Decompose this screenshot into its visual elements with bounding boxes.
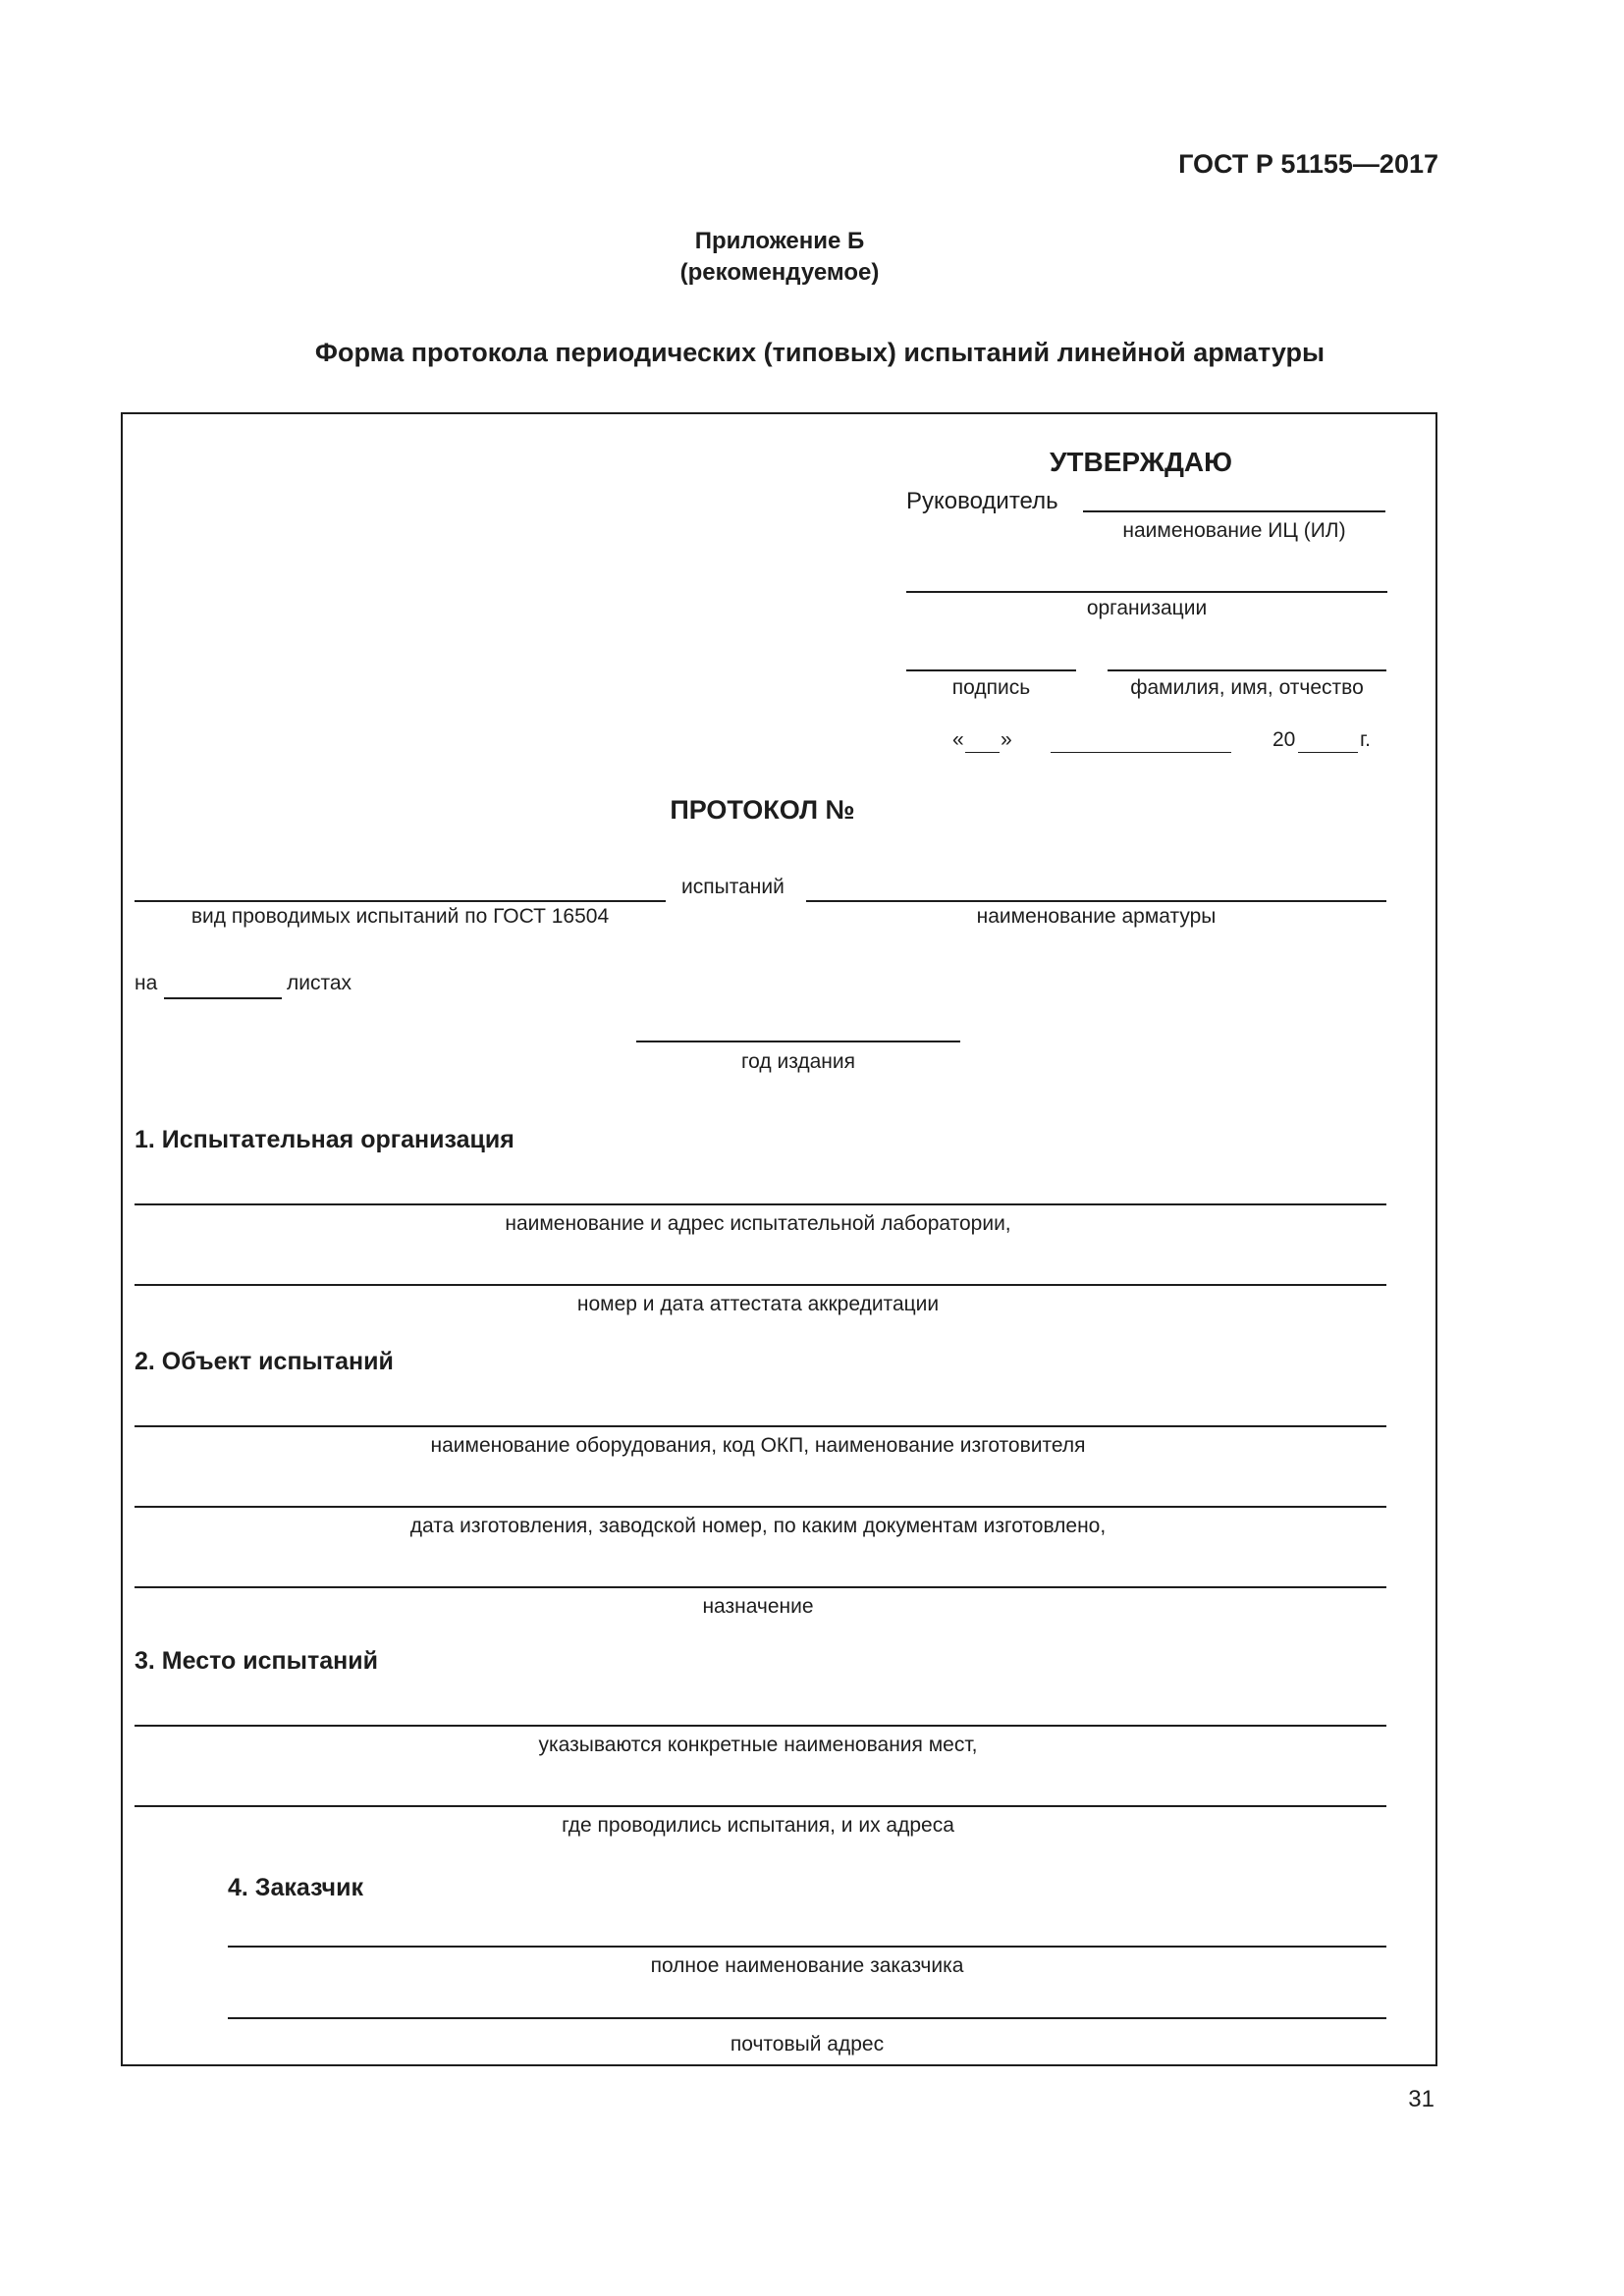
section-1-line-2[interactable]	[135, 1284, 1386, 1286]
test-type-caption: вид проводимых испытаний по ГОСТ 16504	[190, 905, 610, 928]
year-prefix: 20	[1272, 728, 1296, 751]
section-caption: номер и дата аттестата аккредитации	[576, 1293, 940, 1315]
sheets-prefix: на	[135, 972, 158, 994]
section-2-line-3[interactable]	[135, 1586, 1386, 1588]
sheets-suffix: листах	[287, 972, 352, 994]
test-type-line[interactable]	[135, 900, 666, 902]
standard-number: ГОСТ Р 51155—2017	[1178, 149, 1438, 179]
section-caption: дата изготовления, заводской номер, по каким документам изготовлено,	[409, 1515, 1107, 1537]
section-caption: где проводились испытания, и их адреса	[562, 1814, 954, 1837]
section-3-line-1[interactable]	[135, 1725, 1386, 1727]
year-line[interactable]	[1298, 752, 1358, 753]
appendix-label: Приложение Б	[694, 228, 865, 254]
year-of-issue-line[interactable]	[636, 1041, 960, 1042]
section-caption: наименование оборудования, код ОКП, наименование изготовителя	[430, 1434, 1086, 1457]
appendix-type: (рекомендуемое)	[679, 259, 880, 286]
section-4-line-1[interactable]	[228, 1946, 1386, 1948]
tests-word: испытаний	[681, 876, 785, 898]
section-caption: указываются конкретные наименования мест,	[538, 1734, 978, 1756]
section-caption: полное наименование заказчика	[650, 1954, 964, 1977]
section-title: 1. Испытательная организация	[135, 1126, 514, 1153]
head-name-line[interactable]	[1083, 510, 1385, 512]
section-1-line-1[interactable]	[135, 1203, 1386, 1205]
date-quote-close: »	[1001, 728, 1012, 751]
section-4-line-2[interactable]	[228, 2017, 1386, 2019]
year-suffix: г.	[1360, 728, 1371, 751]
fitting-name-line[interactable]	[806, 900, 1386, 902]
fitting-name-caption: наименование арматуры	[976, 905, 1217, 928]
full-name-caption: фамилия, имя, отчество	[1130, 676, 1364, 699]
protocol-title: ПРОТОКОЛ №	[670, 795, 855, 825]
date-quote-open: «	[952, 728, 964, 751]
page-number: 31	[1408, 2086, 1435, 2112]
section-title: 2. Объект испытаний	[135, 1348, 394, 1375]
signature-caption: подпись	[951, 676, 1031, 699]
section-caption: почтовый адрес	[730, 2033, 885, 2056]
head-label: Руководитель	[906, 488, 1058, 514]
section-title: 4. Заказчик	[228, 1874, 363, 1901]
year-of-issue-caption: год издания	[740, 1050, 856, 1073]
section-2-line-1[interactable]	[135, 1425, 1386, 1427]
section-3-line-2[interactable]	[135, 1805, 1386, 1807]
month-line[interactable]	[1051, 752, 1231, 753]
signature-line[interactable]	[906, 669, 1076, 671]
section-caption: наименование и адрес испытательной лаборатории,	[505, 1212, 1011, 1235]
section-2-line-2[interactable]	[135, 1506, 1386, 1508]
section-title: 3. Место испытаний	[135, 1647, 378, 1675]
approval-title: УТВЕРЖДАЮ	[1049, 447, 1233, 477]
organization-line[interactable]	[906, 591, 1387, 593]
form-title: Форма протокола периодических (типовых) испытаний линейной арматуры	[314, 338, 1326, 367]
sheets-count-line[interactable]	[164, 997, 282, 999]
section-caption: назначение	[702, 1595, 814, 1618]
organization-caption: организации	[1086, 597, 1208, 619]
day-line[interactable]	[965, 752, 1000, 753]
full-name-line[interactable]	[1108, 669, 1386, 671]
head-caption: наименование ИЦ (ИЛ)	[1122, 519, 1346, 542]
